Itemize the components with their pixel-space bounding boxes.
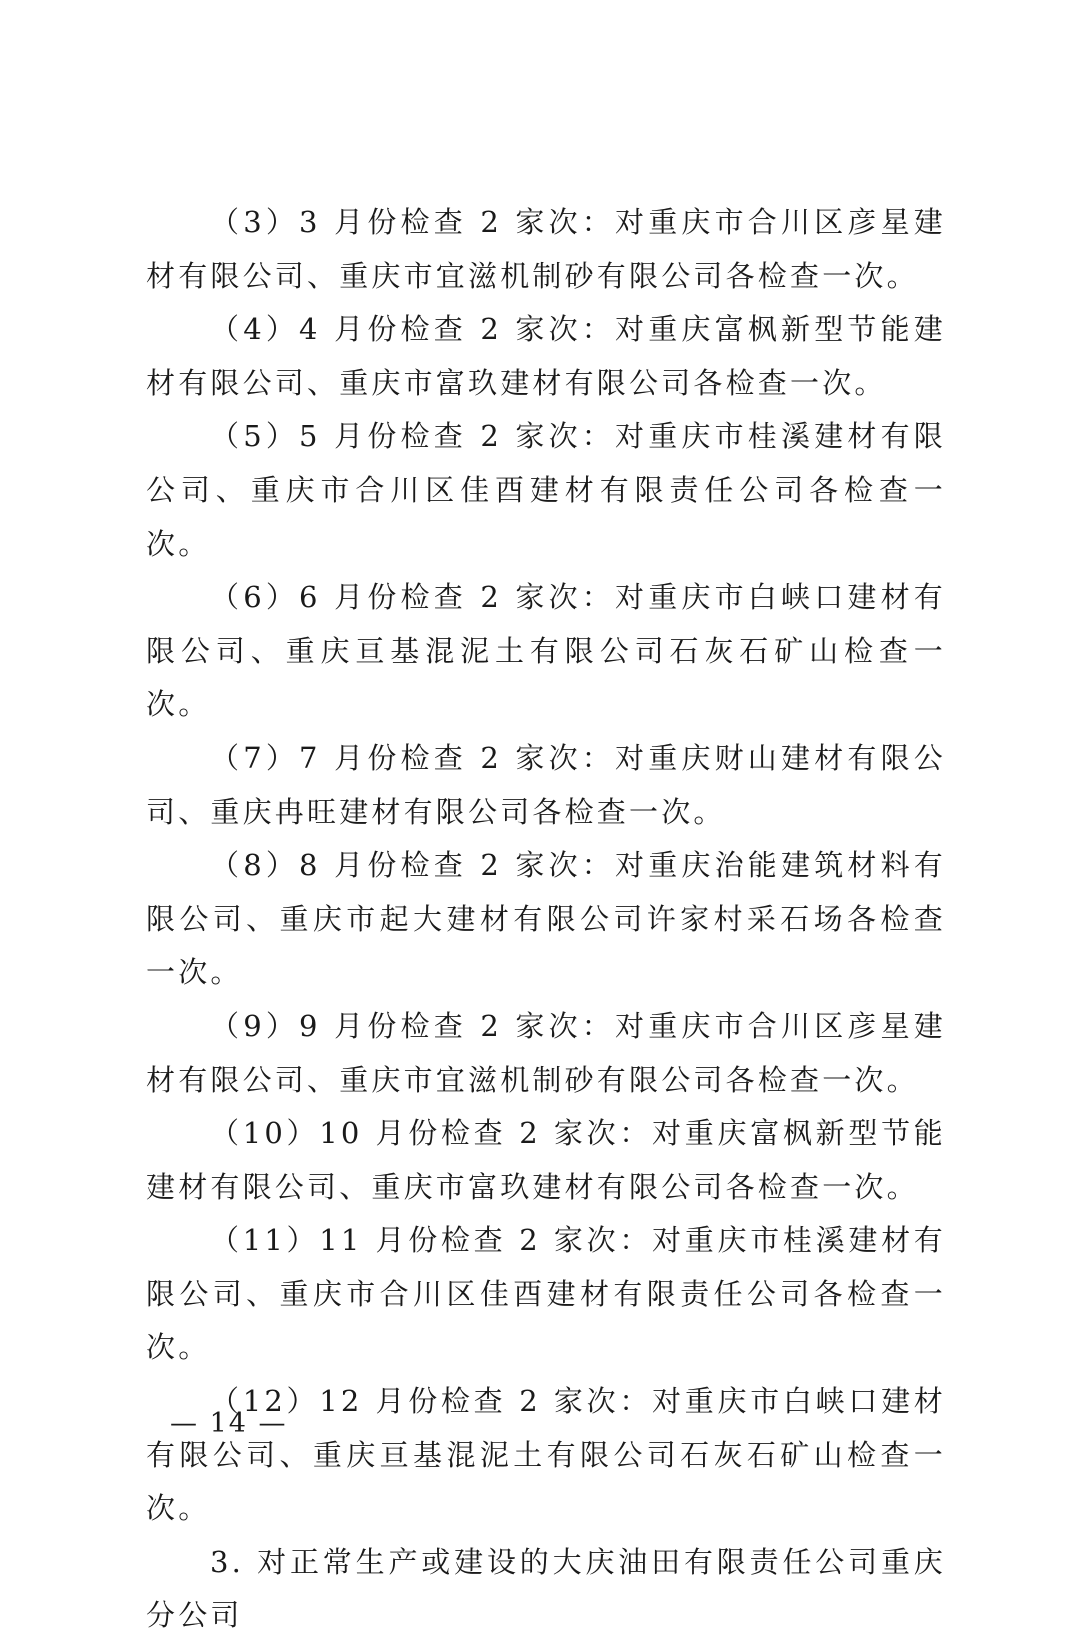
paragraph-inspection-october: （10）10 月份检查 2 家次：对重庆富枫新型节能建材有限公司、重庆市富玖建材有限公司各检查一次。 [146,1116,946,1204]
paragraph-item-3: 3. 对正常生产或建设的大庆油田有限责任公司重庆分公司 [146,1544,946,1633]
paragraph-inspection-november: （11）11 月份检查 2 家次：对重庆市桂溪建材有限公司、重庆市合川区佳酉建材有限责任公司各检查一次。 [146,1223,946,1365]
paragraph-inspection-august: （8）8 月份检查 2 家次：对重庆治能建筑材料有限公司、重庆市起大建材有限公司许家村采石场各检查一次。 [146,848,946,990]
paragraph-inspection-september: （9）9 月份检查 2 家次：对重庆市合川区彦星建材有限公司、重庆市宜滋机制砂有限公司各检查一次。 [146,1008,946,1097]
paragraph-inspection-december: （12）12 月份检查 2 家次：对重庆市白峡口建材有限公司、重庆亘基混泥土有限公司石灰石矿山检查一次。 [146,1384,946,1526]
paragraph-inspection-march: （3）3 月份检查 2 家次：对重庆市合川区彦星建材有限公司、重庆市宜滋机制砂有限公司各检查一次。 [146,205,946,293]
page-number: — 14 — [170,1408,288,1439]
paragraph-inspection-may: （5）5 月份检查 2 家次：对重庆市桂溪建材有限公司、重庆市合川区佳酉建材有限责任公司各检查一次。 [146,419,946,561]
paragraph-inspection-june: （6）6 月份检查 2 家次：对重庆市白峡口建材有限公司、重庆亘基混泥土有限公司石灰石矿山检查一次。 [146,580,946,722]
paragraph-inspection-april: （4）4 月份检查 2 家次：对重庆富枫新型节能建材有限公司、重庆市富玖建材有限公司各检查一次。 [146,312,946,400]
paragraph-inspection-july: （7）7 月份检查 2 家次：对重庆财山建材有限公司、重庆冉旺建材有限公司各检查一次。 [146,740,946,829]
